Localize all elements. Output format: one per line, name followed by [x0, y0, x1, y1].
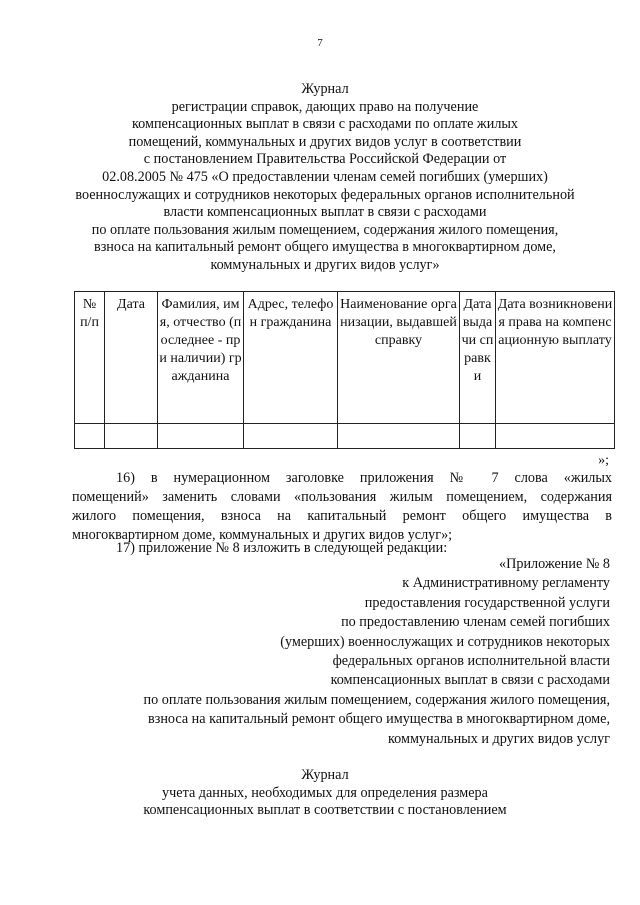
title-line: по оплате пользования жилым помещением, содержания жилого помещения, [91, 221, 559, 238]
table-cell [244, 424, 338, 449]
item-16-line: многоквартирном доме, коммунальных и других видов услуг»; [72, 527, 453, 543]
item-16-line: 16) в нумерационном заголовке приложения № 7 слова «жилых [116, 470, 612, 486]
table-cell [460, 424, 496, 449]
journal-registration-title [60, 81, 590, 275]
title-line: 02.08.2005 № 475 «О предоставлении членам семей погибших (умерших) [102, 168, 548, 185]
page-number: 7 [317, 37, 323, 49]
title-line: компенсационных выплат в соответствии с постановлением [143, 802, 507, 819]
header-right-date: Дата возникновения права на компенсационную выплату [496, 292, 615, 424]
appendix-line: взноса на капитальный ремонт общего имущества в многоквартирном доме, [148, 711, 610, 728]
table-cell [75, 424, 105, 449]
appendix-line: федеральных органов исполнительной власти [332, 653, 610, 670]
closing-quote: »; [598, 453, 609, 468]
title-line: Журнал [301, 767, 349, 783]
header-organization: Наименование организации, выдавшей справку [338, 292, 460, 424]
table-cell [496, 424, 615, 449]
table-cell [105, 424, 158, 449]
title-line: военнослужащих и сотрудников некоторых федеральных органов исполнительной [75, 186, 575, 203]
appendix-line: по предоставлению членам семей погибших [341, 614, 610, 631]
title-line: власти компенсационных выплат в связи с расходами [163, 204, 487, 221]
title-line: учета данных, необходимых для определения размера [162, 784, 488, 801]
registration-journal-table [74, 291, 615, 449]
title-line: с постановлением Правительства Российской Федерации от [143, 151, 507, 168]
appendix-line: компенсационных выплат в связи с расходами [330, 672, 610, 689]
header-number: № п/п [75, 292, 105, 424]
title-line: регистрации справок, дающих право на получение [171, 98, 479, 115]
title-line: коммунальных и других видов услуг» [210, 256, 440, 273]
table-row [75, 424, 615, 449]
item-16-paragraph [72, 469, 612, 545]
appendix-line: по оплате пользования жилым помещением, содержания жилого помещения, [143, 691, 610, 708]
header-issue-date: Дата выдачи справки [460, 292, 496, 424]
header-full-name: Фамилия, имя, отчество (последнее - при наличии) гражданина [158, 292, 244, 424]
title-line: компенсационных выплат в связи с расходами по оплате жилых [131, 116, 519, 133]
journal-accounting-title [60, 767, 590, 820]
title-line: помещений, коммунальных и других видов услуг в соответствии [128, 133, 522, 150]
title-line: Журнал [301, 81, 349, 97]
appendix-line: предоставления государственной услуги [364, 594, 610, 611]
title-line: взноса на капитальный ремонт общего имущества в многоквартирном доме, [94, 239, 556, 256]
table-cell [158, 424, 244, 449]
table-cell [338, 424, 460, 449]
appendix-line: (умерших) военнослужащих и сотрудников некоторых [280, 633, 610, 650]
appendix-line: коммунальных и других видов услуг [387, 730, 610, 747]
appendix-line: к Административному регламенту [402, 575, 610, 592]
header-date: Дата [105, 292, 158, 424]
item-17-paragraph: 17) приложение № 8 изложить в следующей редакции: [116, 540, 448, 556]
item-16-line: помещений» заменить словами «пользования жилым помещением, содержания [72, 489, 612, 505]
item-16-line: жилого помещения, взноса на капитальный ремонт общего имущества в [72, 508, 612, 524]
appendix-8-header [144, 555, 611, 749]
appendix-line: «Приложение № 8 [499, 556, 610, 572]
header-address: Адрес, телефон гражданина [244, 292, 338, 424]
